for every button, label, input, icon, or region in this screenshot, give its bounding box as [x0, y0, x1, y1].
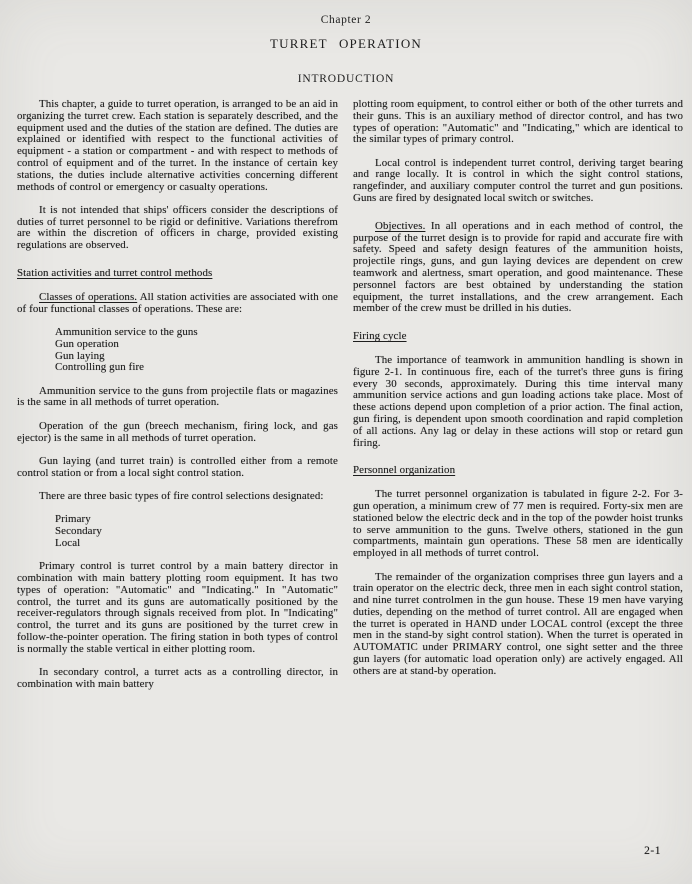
paragraph: It is not intended that ships' officers consider the descriptions of duties of turret personnel to be rigid or definitive. Variations therefrom are within the discretion of officers in charge, provided existing regulations are observed. — [17, 203, 338, 252]
list-item: Secondary — [55, 525, 102, 538]
paragraph: Operation of the gun (breech mechanism, firing lock, and gas ejector) is the same in all methods of turret operation. — [17, 419, 338, 444]
paragraph: In secondary control, a turret acts as a controlling director, in combination with main battery — [17, 665, 338, 690]
paragraph: Primary control is turret control by a main battery director in combination with main battery plotting room equipment. It has two types of operation: "Automatic" and "Indicating." In "Automatic" control, the turret and its guns are automatically positioned by the receiver-regulators through signals received from plot. In "Indicating" control, the turret and its guns are positioned by the turret crew in follow-the-pointer operation. The firing station in both types of control is normally the stable vertical in either plotting room. — [17, 560, 338, 655]
paragraph: Local control is independent turret control, deriving target bearing and range locally. It is control in which the sight control stations, rangefinder, and auxiliary computer control the turret and gun positions. Guns are fired by designated local switch or switches. — [353, 156, 683, 205]
page-header — [0, 0, 692, 85]
section-heading-personnel-organization: Personnel organization — [353, 464, 456, 477]
paragraph: The remainder of the organization comprises three gun layers and a train operator on the electric deck, three men in each sight control station, and nine turret controlmen in the gun house. These 19 men have varying duties, depending on the method of turret control. All are engaged when the turret is operated in HAND under LOCAL control (except the three men in the stand-by sight control station). When the turret is operated in AUTOMATIC under PRIMARY control, one sight setter and the three gun layers (for automatic load operation only) are actively engaged. All others are at stand-by operation. — [353, 570, 683, 677]
paragraph-text: In all operations and in each method of control, the purpose of the turret design is to provide for rapid and accurate fire with safety. Speed and safety design features of the ammunition hoists, projectile rings, guns, and gun laying devices are dependent on crew teamwork and alertness, smart operation, and good maintenance. These personnel factors are best obtained by understanding the station equipment, the turret installations, and the crew arrangement. Each member of the crew must be drilled in his duties. — [353, 219, 683, 315]
chapter-label: Chapter 2 — [320, 14, 372, 26]
page-number: 2-1 — [644, 845, 661, 857]
list-item: Gun operation — [55, 337, 119, 350]
paragraph: plotting room equipment, to control either or both of the other turrets and their guns. This is an auxiliary method of director control, and has two types of operation: "Automatic" and "Indicating," which are identical to the similar types of primary control. — [353, 98, 683, 146]
paragraph: Gun laying (and turret train) is controlled either from a remote control station or from a local sight control station. — [17, 454, 338, 479]
paragraph: This chapter, a guide to turret operation, is arranged to be an aid in organizing the turret crew. Each station is separately described, and the equipment used and the duties of the station are defined. The duties are explained or identified with respect to the functional activities of equipment - a station or compartment - and with respect to methods of control of equipment and of the turret. In the instance of certain key stations, the duties include alternative activities concerning different methods of control or emergency or casualty operations. — [17, 98, 338, 193]
page-title: TURRET OPERATION — [270, 36, 422, 51]
list-item: Ammunition service to the guns — [55, 325, 198, 338]
right-column — [353, 99, 683, 702]
section-heading-station-activities: Station activities and turret control methods — [17, 267, 213, 280]
paragraph: The importance of teamwork in ammunition handling is shown in figure 2-1. In continuous fire, each of the turret's three guns is firing every 30 seconds, approximately. During this time interval many ammunition service actions and gun loading actions take place. Most of these actions depend upon completion of a prior action. The final action, gun firing, is dependent upon smooth coordination and rapid completion of all actions. Any lag or delay in these actions will stop or retard gun firing. — [353, 354, 683, 449]
operations-list — [55, 327, 338, 374]
list-item: Controlling gun fire — [55, 361, 145, 374]
runin-heading: Objectives. — [375, 219, 426, 232]
fire-control-list — [55, 514, 338, 549]
paragraph: Ammunition service to the guns from projectile flats or magazines is the same in all methods of turret operation. — [17, 384, 338, 409]
paragraph: There are three basic types of fire control selections designated: — [39, 489, 324, 502]
list-item: Local — [55, 536, 81, 549]
section-heading-firing-cycle: Firing cycle — [353, 330, 407, 343]
two-column-body — [17, 99, 683, 702]
paragraph-text: All station activities are associated with one of four functional classes of operations. These are: — [17, 290, 338, 315]
left-column — [17, 99, 338, 702]
paragraph: The turret personnel organization is tabulated in figure 2-2. For 3-gun operation, a minimum crew of 77 men is required. Forty-six men are stationed below the electric deck and in the top of the powder hoist trunks to serve ammunition to the guns. Twelve others, stationed in the gun compartments, maintain gun operations. These 58 men are identically employed in all methods of turret control. — [353, 488, 683, 560]
list-item: Primary — [55, 513, 91, 526]
paragraph-objectives — [353, 221, 683, 315]
intro-heading: INTRODUCTION — [297, 73, 395, 85]
runin-heading: Classes of operations. — [39, 290, 138, 303]
paragraph-classes-of-operations — [17, 292, 338, 316]
list-item: Gun laying — [55, 349, 105, 362]
